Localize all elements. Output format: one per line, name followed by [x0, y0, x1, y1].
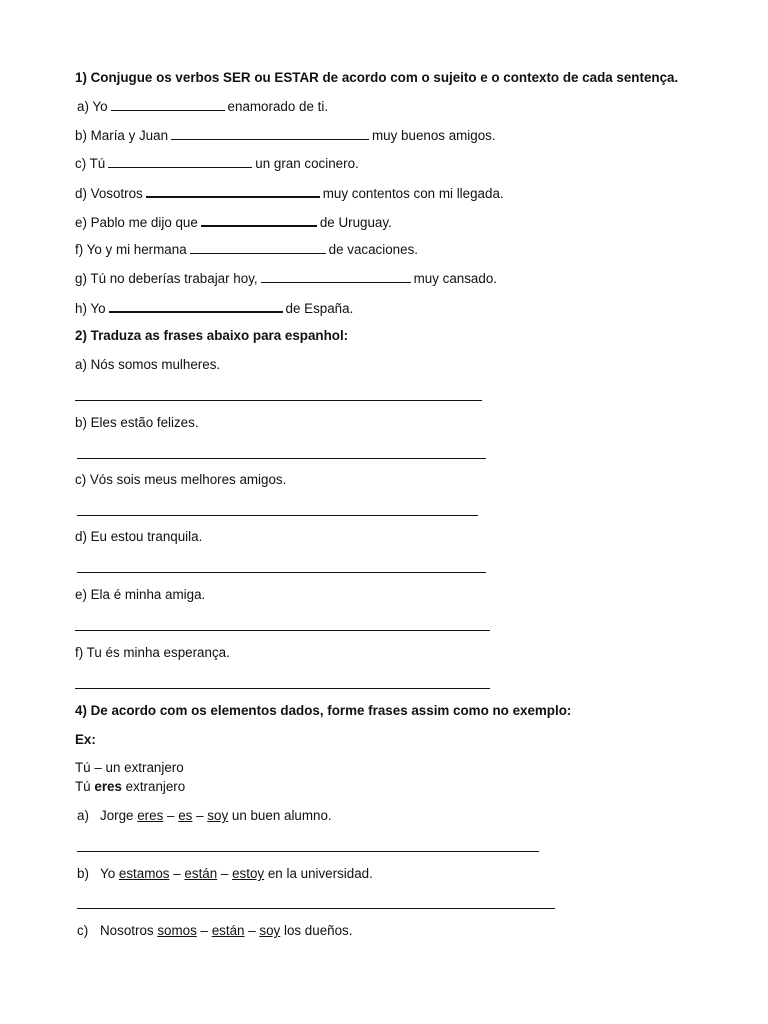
answer-line-2c[interactable]	[77, 515, 478, 516]
exercise-1h-prompt: h) Yo	[75, 301, 106, 316]
option-4a-1: eres	[137, 808, 164, 823]
exercise-1b-rest: muy buenos amigos.	[372, 128, 496, 143]
exercise-1b	[75, 128, 496, 144]
exercise-1a-rest: enamorado de ti.	[227, 99, 329, 114]
answer-blank-1h[interactable]	[109, 300, 283, 313]
answer-blank-1d[interactable]	[146, 185, 320, 198]
exercise-4b-rest: en la universidad.	[267, 866, 373, 881]
translate-2c: c) Vós sois meus melhores amigos.	[75, 472, 287, 487]
section2-title: 2) Traduza as frases abaixo para espanhol:	[75, 328, 349, 343]
separator: –	[173, 866, 181, 881]
answer-blank-1c[interactable]	[108, 156, 252, 168]
exercise-4b	[77, 866, 373, 882]
separator: –	[248, 923, 256, 938]
exercise-4b-label: b)	[77, 866, 89, 881]
translate-2a: a) Nós somos mulheres.	[75, 357, 221, 372]
exercise-1e-prompt: e) Pablo me dijo que	[75, 215, 198, 230]
exercise-1e	[75, 214, 392, 231]
translate-2e: e) Ela é minha amiga.	[75, 587, 206, 602]
exercise-1b-prompt: b) María y Juan	[75, 128, 169, 143]
exercise-1g-rest: muy cansado.	[413, 271, 497, 286]
example-line-1: Tú – un extranjero	[75, 760, 184, 775]
exercise-1d-rest: muy contentos con mi llegada.	[322, 186, 504, 201]
exercise-1g-prompt: g) Tú no deberías trabajar hoy,	[75, 271, 258, 286]
exercise-1g	[75, 271, 497, 287]
answer-line-4b[interactable]	[77, 908, 555, 909]
exercise-4c	[77, 923, 352, 939]
section4-title: 4) De acordo com os elementos dados, forme frases assim como no exemplo:	[75, 703, 572, 718]
exercise-1f-rest: de vacaciones.	[328, 242, 418, 257]
exercise-1f-prompt: f) Yo y mi hermana	[75, 242, 187, 257]
example-verb: eres	[94, 779, 122, 794]
answer-blank-1a[interactable]	[111, 99, 225, 111]
section1-title: 1) Conjugue os verbos SER ou ESTAR de acordo com o sujeito e o contexto de cada sentença.	[75, 70, 679, 85]
option-4b-1: estamos	[118, 866, 170, 881]
answer-blank-1f[interactable]	[190, 242, 326, 254]
option-4b-2: están	[184, 866, 218, 881]
separator: –	[200, 923, 208, 938]
exercise-4c-label: c)	[77, 923, 89, 938]
answer-line-2a[interactable]	[75, 400, 482, 401]
exercise-1e-rest: de Uruguay.	[319, 215, 392, 230]
answer-line-2d[interactable]	[77, 572, 486, 573]
exercise-4c-subject: Nosotros	[100, 923, 154, 938]
exercise-1a-prompt: a) Yo	[77, 99, 108, 114]
option-4c-1: somos	[157, 923, 197, 938]
answer-blank-1b[interactable]	[171, 128, 369, 140]
exercise-1h-rest: de España.	[285, 301, 354, 316]
exercise-1c-rest: un gran cocinero.	[255, 156, 359, 171]
exercise-4a-label: a)	[77, 808, 89, 823]
translate-2f: f) Tu és minha esperança.	[75, 645, 230, 660]
exercise-1c	[75, 156, 359, 172]
option-4a-3: soy	[207, 808, 229, 823]
option-4c-3: soy	[259, 923, 281, 938]
option-4b-3: estoy	[232, 866, 265, 881]
exercise-4b-subject: Yo	[100, 866, 116, 881]
exercise-1f	[75, 242, 418, 258]
exercise-4a-subject: Jorge	[100, 808, 134, 823]
separator: –	[196, 808, 204, 823]
exercise-1a	[77, 99, 328, 115]
separator: –	[167, 808, 175, 823]
exercise-1h	[75, 300, 353, 317]
example-line-2	[75, 779, 185, 795]
exercise-1c-prompt: c) Tú	[75, 156, 106, 171]
exercise-4c-rest: los dueños.	[283, 923, 353, 938]
example-subject: Tú	[75, 779, 91, 794]
exercise-1d-prompt: d) Vosotros	[75, 186, 143, 201]
answer-line-2b[interactable]	[77, 458, 486, 459]
example-complement: extranjero	[125, 779, 186, 794]
answer-blank-1g[interactable]	[261, 271, 411, 283]
exercise-1d	[75, 185, 504, 202]
answer-line-2f[interactable]	[75, 688, 490, 689]
translate-2b: b) Eles estão felizes.	[75, 415, 199, 430]
separator: –	[220, 866, 229, 881]
option-4c-2: están	[211, 923, 245, 938]
translate-2d: d) Eu estou tranquila.	[75, 529, 203, 544]
answer-line-2e[interactable]	[75, 630, 490, 631]
answer-blank-1e[interactable]	[201, 214, 317, 227]
example-label: Ex:	[75, 732, 96, 747]
answer-line-4a[interactable]	[77, 851, 539, 852]
exercise-4a	[77, 808, 332, 824]
exercise-4a-rest: un buen alumno.	[231, 808, 332, 823]
option-4a-2: es	[178, 808, 193, 823]
